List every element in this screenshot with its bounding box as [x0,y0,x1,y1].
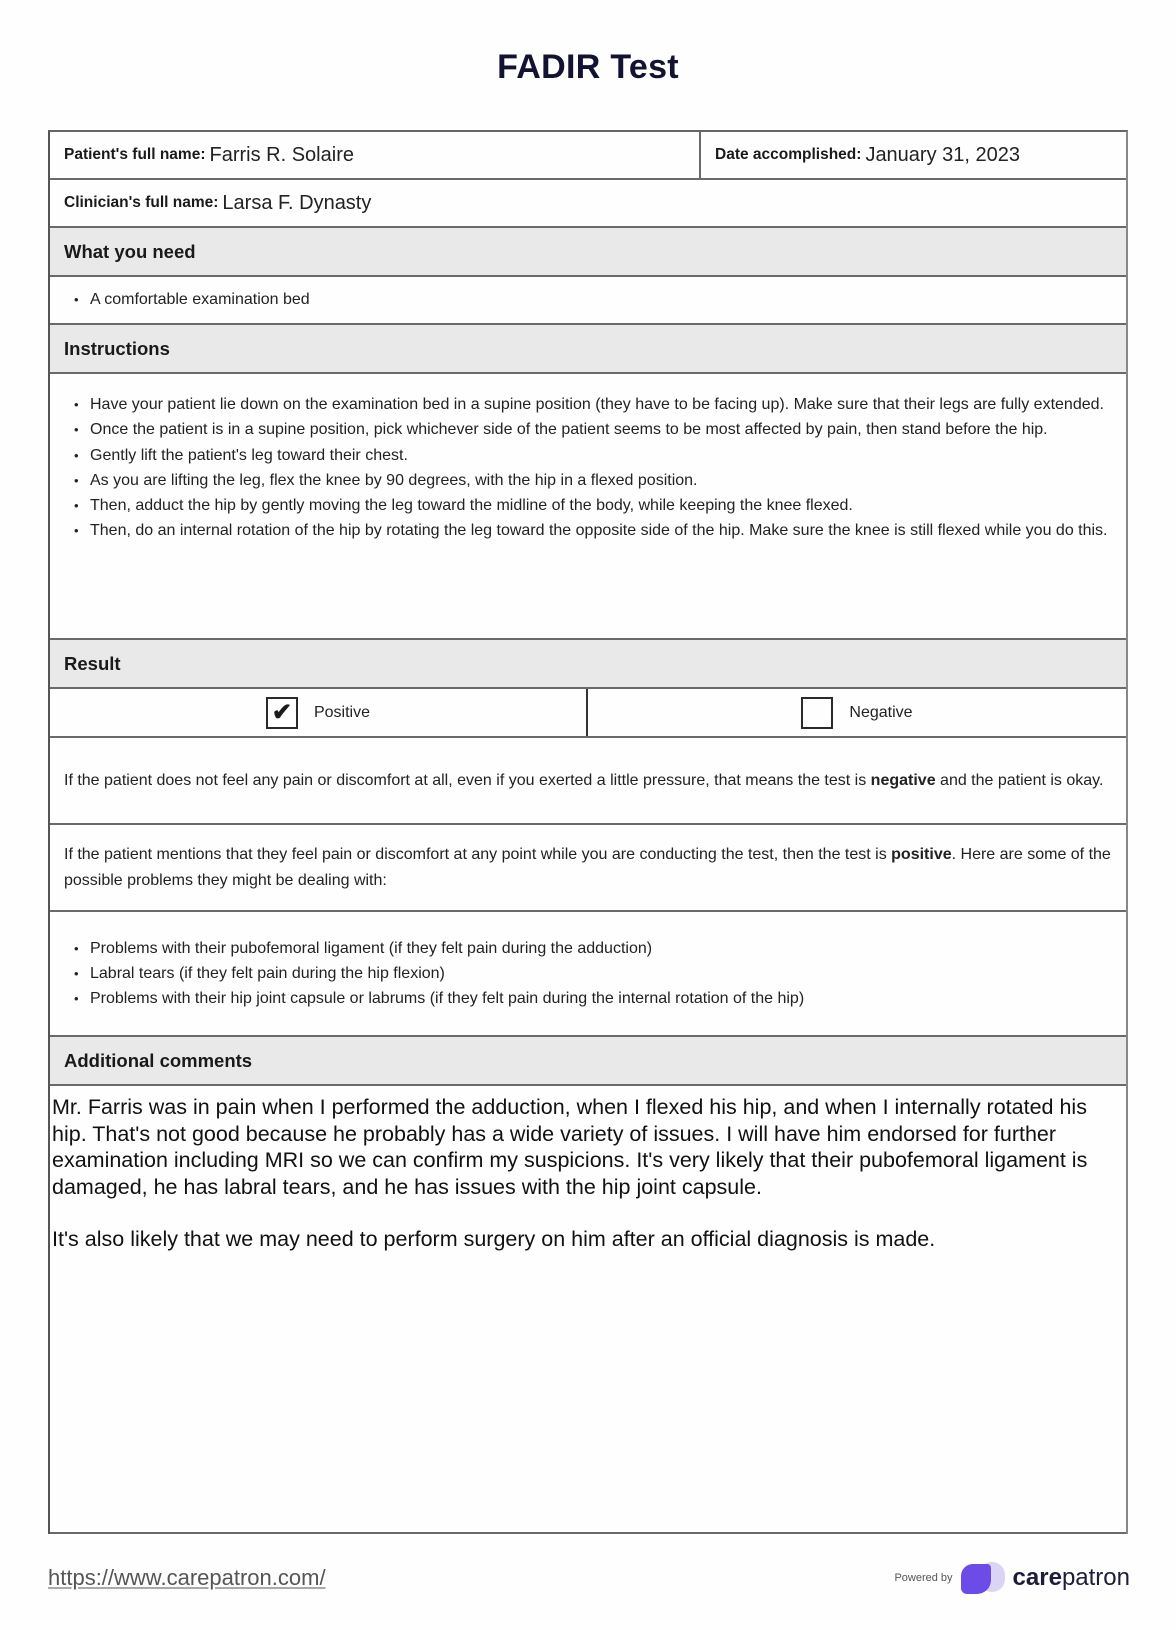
negative-label: Negative [849,703,913,721]
carepatron-logo-icon [961,1562,1005,1594]
clinician-name-label: Clinician's full name: [64,194,219,211]
comment-paragraph: Mr. Farris was in pain when I performed the adduction, when I flexed his hip, and when I internally rotated his hip. That's not good because he probably has a wide variety of issues. I will have him endorsed for further examination including MRI so we can confirm my suspicions. It's very likely that their pubofemoral ligament is damaged, he has labral tears, and he has issues with the hip joint capsule. [52,1095,1088,1199]
fadir-form [48,130,1128,1534]
positive-checkbox[interactable]: ✔ [266,697,298,729]
positive-text-end: . Here are some of the possible problems they might be dealing with: [64,846,1111,889]
positive-bold: positive [891,846,952,864]
brand-name-rest: patron [1061,1564,1130,1591]
instructions-heading [50,325,1126,374]
patient-name-label: Patient's full name: [64,146,206,163]
list-item: • Then, do an internal rotation of the hip by rotating the leg toward the opposite side of the hip. Make sure the knee is still flexed while you do this. [90,518,1108,543]
patient-name-field[interactable] [50,132,701,178]
list-item: • Problems with their hip joint capsule or labrums (if they felt pain during the internal rotation of the hip) [90,986,804,1011]
negative-option[interactable] [588,689,1126,736]
comment-paragraph: It's also likely that we may need to perform surgery on him after an official diagnosis is made. [52,1227,936,1252]
negative-text: If the patient does not feel any pain or discomfort at all, even if you exerted a little pressure, that means the test is [64,771,871,789]
what-you-need-list [50,277,1126,325]
negative-text-end: and the patient is okay. [935,771,1104,789]
positive-option[interactable] [50,689,588,736]
additional-comments-heading [50,1037,1126,1086]
clinician-name-field[interactable] [50,180,1126,228]
patient-row [50,132,1126,180]
patient-name-value: Farris R. Solaire [209,143,354,166]
clinician-name-value: Larsa F. Dynasty [222,191,372,214]
negative-explanation [50,738,1126,825]
list-item: • Problems with their pubofemoral ligament (if they felt pain during the adduction) [90,936,804,961]
negative-bold: negative [870,771,936,789]
additional-comments-heading-text: Additional comments [64,1049,253,1071]
page-title: FADIR Test [497,48,679,86]
list-item: • Labral tears (if they felt pain during the hip flexion) [90,961,804,986]
brand-name [1013,1564,1130,1592]
result-options [50,689,1126,738]
list-item: • Then, adduct the hip by gently moving the leg toward the midline of the body, while keeping the knee flexed. [90,493,1108,518]
what-you-need-heading-text: What you need [64,240,196,262]
brand-name-bold: care [1012,1564,1062,1591]
list-item: • Gently lift the patient's leg toward their chest. [90,443,1108,468]
carepatron-link[interactable]: https://www.carepatron.com/ [48,1565,326,1590]
list-item: • A comfortable examination bed [90,287,310,312]
negative-checkbox[interactable] [801,697,833,729]
date-value: January 31, 2023 [865,143,1020,166]
possible-problems-list [50,912,1126,1037]
instructions-heading-text: Instructions [64,337,170,359]
what-you-need-heading [50,228,1126,277]
positive-explanation [50,825,1126,912]
date-label: Date accomplished: [715,146,862,163]
additional-comments-field[interactable] [50,1086,1126,1534]
list-item: • Once the patient is in a supine position, pick whichever side of the patient seems to be most affected by pain, then stand before the hip. [90,417,1108,442]
powered-by-brand[interactable] [894,1562,1130,1594]
instructions-list [50,374,1126,640]
list-item: • As you are lifting the leg, flex the knee by 90 degrees, with the hip in a flexed position. [90,468,1108,493]
positive-label: Positive [313,703,371,721]
powered-by-text: Powered by [894,1572,953,1584]
list-item: • Have your patient lie down on the examination bed in a supine position (they have to be facing up). Make sure that their legs are fully extended. [90,392,1108,417]
date-field[interactable] [701,132,1126,178]
positive-text: If the patient mentions that they feel pain or discomfort at any point while you are conducting the test, then the test is [64,846,892,864]
result-heading-text: Result [64,652,121,674]
result-heading [50,640,1126,689]
